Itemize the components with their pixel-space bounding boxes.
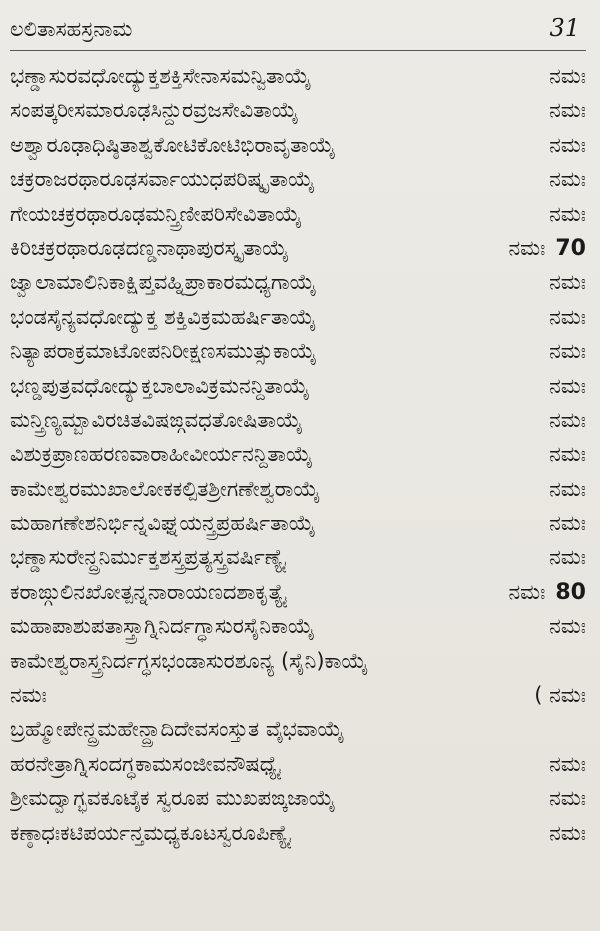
verse-ending xyxy=(526,678,586,712)
verse-line xyxy=(10,197,586,231)
namah-word: ನಮಃ xyxy=(508,235,546,260)
verse-text: ಗೇಯಚಕ್ರರಥಾರೂಢಮನ್ತ್ರಿಣೀಪರಿಸೇವಿತಾಯೈ xyxy=(10,201,302,226)
namah-word: ನಮಃ xyxy=(549,167,586,192)
verse-line xyxy=(10,59,586,93)
verse-text: ನಿತ್ಯಾಪರಾಕ್ರಮಾಟೋಪನಿರೀಕ್ಷಣಸಮುತ್ಸುಕಾಯೈ xyxy=(10,339,317,364)
verse-line xyxy=(10,265,586,299)
namah-word: ನಮಃ xyxy=(549,751,586,776)
namah-word: ನಮಃ xyxy=(549,614,586,639)
verse-ending xyxy=(541,747,586,781)
verse-ending xyxy=(500,575,586,609)
verse-line xyxy=(10,162,586,196)
verse-text: ಕಾಮೇಶ್ವರಾಸ್ತ್ರನಿರ್ದಗ್ಧಸಭಂಡಾಸುರಶೂನ್ಯ (ಸೈನಿ)ಕಾಯೈ xyxy=(10,648,369,673)
namah-word: ನಮಃ xyxy=(508,579,546,604)
verse-line xyxy=(10,575,586,609)
verse-line xyxy=(10,472,586,506)
verse-ending xyxy=(541,334,586,368)
namah-word: ನಮಃ xyxy=(549,786,586,811)
verse-text: ಕಣ್ಠಾಧಃಕಟಿಪರ್ಯನ್ತಮಧ್ಯಕೂಟಸ್ವರೂಪಿಣ್ಯೈ xyxy=(10,820,292,845)
namah-word: ನಮಃ xyxy=(549,373,586,398)
namah-word: ನಮಃ xyxy=(549,64,586,88)
verse-line xyxy=(10,712,586,746)
verse-ending xyxy=(541,59,586,93)
namah-word: ನಮಃ xyxy=(549,339,586,364)
verse-text: ಮಹಾಗಣೇಶನಿರ್ಭಿನ್ನವಿಘ್ನಯನ್ತ್ರಪ್ರಹರ್ಷಿತಾಯೈ xyxy=(10,511,316,536)
verse-line xyxy=(10,93,586,127)
verse-text: ಅಶ್ವಾರೂಢಾಧಿಷ್ಠಿತಾಶ್ವಕೋಟಿಕೋಟಿಭಿರಾವೃತಾಯೈ xyxy=(10,132,336,157)
verse-number: 70 xyxy=(555,235,586,261)
verse-line xyxy=(10,334,586,368)
namah-word: ನಮಃ xyxy=(549,511,586,536)
verse-line xyxy=(10,403,586,437)
verse-line xyxy=(10,506,586,540)
verse-ending xyxy=(541,781,586,815)
running-title: ಲಲಿತಾಸಹಸ್ರನಾಮ xyxy=(10,17,133,41)
verse-line xyxy=(10,644,586,678)
verse-line xyxy=(10,369,586,403)
verse-text: ಹರನೇತ್ರಾಗ್ನಿಸಂದಗ್ಧಕಾಮಸಂಜೀವನೌಷಧ್ಯೈ xyxy=(10,751,281,776)
namah-word: ನಮಃ xyxy=(549,545,586,570)
verse-ending xyxy=(541,540,586,574)
namah-word: ನಮಃ xyxy=(549,201,586,226)
namah-word: ನಮಃ xyxy=(549,98,586,123)
verse-text: ಭಣ್ಡಾಸುರೇನ್ದ್ರನಿರ್ಮುಕ್ತಶಸ್ತ್ರಪ್ರತ್ಯಸ್ತ್ರವರ್ಷಿಣ್ಯೈ xyxy=(10,545,287,570)
verse-ending xyxy=(541,265,586,299)
verse-line xyxy=(10,300,586,334)
verse-line xyxy=(10,231,586,265)
verse-ending xyxy=(541,472,586,506)
verse-ending xyxy=(541,197,586,231)
verse-text: ಭಣ್ಡಪುತ್ರವಧೋದ್ಯುಕ್ತಬಾಲಾವಿಕ್ರಮನನ್ದಿತಾಯೈ xyxy=(10,373,310,398)
namah-word: ನಮಃ xyxy=(549,270,586,295)
verse-ending xyxy=(541,369,586,403)
verse-text: ಭಂಡಸೈನ್ಯವಧೋದ್ಯುಕ್ತ ಶಕ್ತಿವಿಕ್ರಮಹರ್ಷಿತಾಯೈ xyxy=(10,304,317,329)
verse-line xyxy=(10,781,586,815)
verse-number: 80 xyxy=(555,579,586,605)
verse-ending xyxy=(541,93,586,127)
verse-ending xyxy=(541,816,586,850)
verse-text: ಚಕ್ರರಾಜರಥಾರೂಢಸರ್ವಾಯುಧಪರಿಷ್ಕೃತಾಯೈ xyxy=(10,167,315,192)
verse-ending xyxy=(541,128,586,162)
verse-text: ಶ್ರೀಮದ್ವಾಗ್ಭವಕೂಟೈಕ ಸ್ವರೂಪ ಮುಖಪಙ್ಕಜಾಯೈ xyxy=(10,786,336,811)
verse-list xyxy=(10,59,586,850)
verse-line xyxy=(10,816,586,850)
namah-word: ನಮಃ xyxy=(549,820,586,845)
verse-text: ಸಂಪತ್ಕರೀಸಮಾರೂಢಸಿನ್ದುರವ್ರಜಸೇವಿತಾಯೈ xyxy=(10,98,299,123)
verse-ending xyxy=(500,231,586,265)
namah-word: ನಮಃ xyxy=(549,442,586,467)
verse-text: ಭಣ್ಡಾಸುರವಧೋದ್ಯುಕ್ತಶಕ್ತಿಸೇನಾಸಮನ್ವಿತಾಯೈ xyxy=(10,64,312,88)
namah-word: ನಮಃ xyxy=(549,304,586,329)
verse-text: ಕರಾಙ್ಗುಲಿನಖೋತ್ಪನ್ನನಾರಾಯಣದಶಾಕೃತ್ಯೈ xyxy=(10,579,287,604)
verse-ending xyxy=(541,162,586,196)
verse-ending xyxy=(541,300,586,334)
verse-line xyxy=(10,747,586,781)
namah-word: ನಮಃ xyxy=(549,132,586,157)
verse-text: ಬ್ರಹ್ಮೋಪೇನ್ದ್ರಮಹೇನ್ದ್ರಾದಿದೇವಸಂಸ್ತುತ ವೈಭವಾಯೈ xyxy=(10,717,345,742)
verse-text: ಮಹಾಪಾಶುಪತಾಸ್ತ್ರಾಗ್ನಿನಿರ್ದಗ್ಧಾಸುರಸೈನಿಕಾಯೈ xyxy=(10,614,315,639)
verse-line xyxy=(10,128,586,162)
verse-ending xyxy=(541,437,586,471)
verse-ending xyxy=(541,609,586,643)
verse-text: ಕಿರಿಚಕ್ರರಥಾರೂಢದಣ್ಡನಾಥಾಪುರಸ್ಕೃತಾಯೈ xyxy=(10,235,289,260)
verse-line xyxy=(10,609,586,643)
verse-line xyxy=(10,540,586,574)
verse-line xyxy=(10,678,586,712)
verse-text: ಕಾಮೇಶ್ವರಮುಖಾಲೋಕಕಲ್ಪಿತಶ್ರೀಗಣೇಶ್ವರಾಯೈ xyxy=(10,476,321,501)
namah-word: ನಮಃ xyxy=(549,407,586,432)
verse-text: ಜ್ವಾಲಾಮಾಲಿನಿಕಾಕ್ಷಿಪ್ತವಹ್ನಿಪ್ರಾಕಾರಮಧ್ಯಗಾಯೈ xyxy=(10,270,317,295)
verse-text: ಮನ್ತ್ರಿಣ್ಯಮ್ಬಾವಿರಚಿತವಿಷಙ್ಗವಧತೋಷಿತಾಯೈ xyxy=(10,407,303,432)
page-header xyxy=(10,14,586,51)
verse-ending xyxy=(541,403,586,437)
namah-word: ( ನಮಃ xyxy=(534,683,586,708)
page-number: 31 xyxy=(549,14,580,42)
verse-text: ನಮಃ xyxy=(10,683,47,708)
verse-ending xyxy=(541,506,586,540)
verse-text: ವಿಶುಕ್ರಪ್ರಾಣಹರಣವಾರಾಹೀವೀರ್ಯನನ್ದಿತಾಯೈ xyxy=(10,442,313,467)
verse-line xyxy=(10,437,586,471)
namah-word: ನಮಃ xyxy=(549,476,586,501)
